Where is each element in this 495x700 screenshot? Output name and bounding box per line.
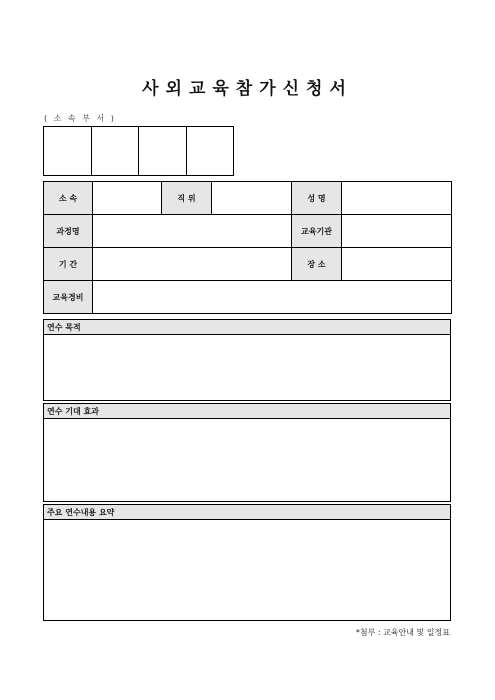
department-label: ( 소 속 부 서 ) <box>44 114 116 123</box>
expected-effect-header: 연수 기대 효과 <box>44 404 450 419</box>
approval-cell[interactable] <box>187 127 234 175</box>
affiliation-label: 소 속 <box>44 182 93 215</box>
institution-field[interactable] <box>342 215 452 248</box>
purpose-section <box>43 319 451 401</box>
approval-box <box>43 126 234 176</box>
place-field[interactable] <box>342 248 452 281</box>
expected-effect-section <box>43 403 451 502</box>
approval-cell[interactable] <box>92 127 140 175</box>
approval-cell[interactable] <box>44 127 92 175</box>
expected-effect-field[interactable] <box>44 419 450 502</box>
cost-label: 교육경비 <box>44 281 93 314</box>
summary-header: 주요 연수내용 요약 <box>44 505 450 520</box>
name-field[interactable] <box>342 182 452 215</box>
place-label: 장 소 <box>292 248 342 281</box>
period-field[interactable] <box>93 248 292 281</box>
course-name-field[interactable] <box>93 215 292 248</box>
position-label: 직 위 <box>162 182 212 215</box>
name-label: 성 명 <box>292 182 342 215</box>
period-label: 기 간 <box>44 248 93 281</box>
attachment-note: *첨부 : 교육안내 및 일정표 <box>355 628 450 637</box>
page-title: 사외교육참가신청서 <box>142 79 353 99</box>
summary-section <box>43 504 451 621</box>
course-name-label: 과정명 <box>44 215 93 248</box>
approval-cell[interactable] <box>139 127 187 175</box>
applicant-info-table <box>43 181 452 314</box>
purpose-header: 연수 목적 <box>44 320 450 335</box>
affiliation-field[interactable] <box>93 182 162 215</box>
institution-label: 교육기관 <box>292 215 342 248</box>
purpose-field[interactable] <box>44 335 450 401</box>
position-field[interactable] <box>212 182 292 215</box>
cost-field[interactable] <box>93 281 452 314</box>
summary-field[interactable] <box>44 520 450 621</box>
